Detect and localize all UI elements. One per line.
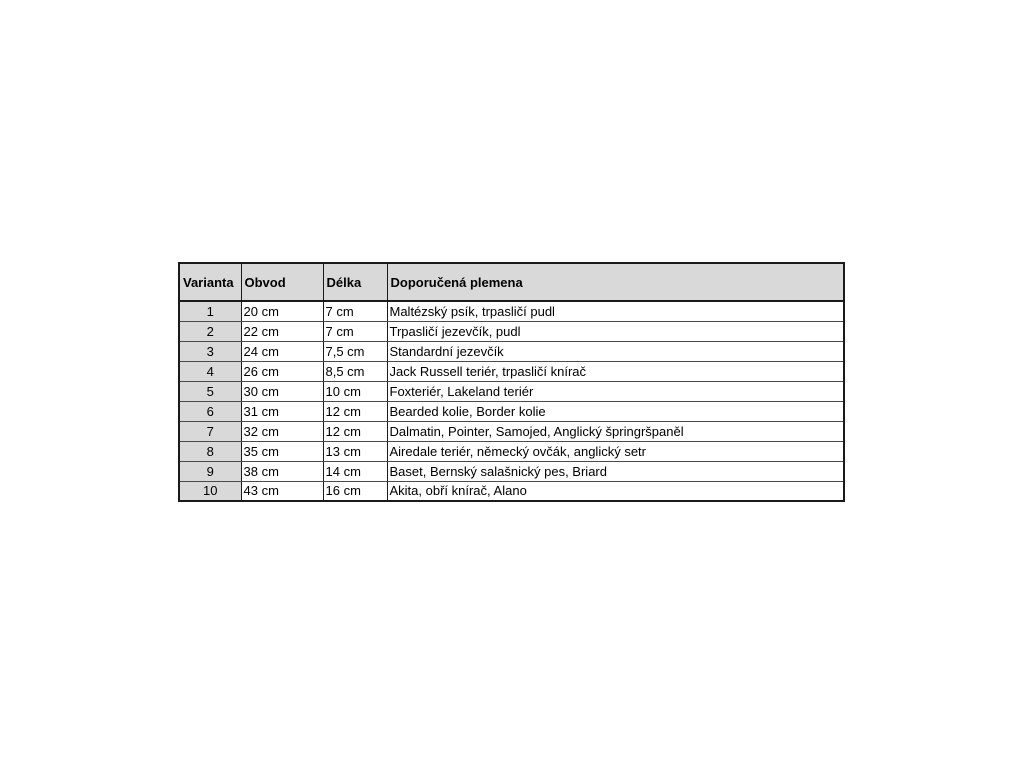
cell-delka: 14 cm — [323, 461, 387, 481]
cell-obvod: 24 cm — [241, 341, 323, 361]
cell-delka: 7 cm — [323, 321, 387, 341]
cell-variant: 10 — [179, 481, 241, 501]
cell-obvod: 31 cm — [241, 401, 323, 421]
table-row — [179, 401, 844, 421]
cell-variant: 1 — [179, 301, 241, 321]
cell-variant: 7 — [179, 421, 241, 441]
cell-variant: 9 — [179, 461, 241, 481]
header-obvod: Obvod — [241, 263, 323, 301]
cell-plemena: Baset, Bernský salašnický pes, Briard — [387, 461, 844, 481]
cell-obvod: 43 cm — [241, 481, 323, 501]
table-header — [179, 263, 844, 301]
cell-plemena: Bearded kolie, Border kolie — [387, 401, 844, 421]
table-row — [179, 341, 844, 361]
cell-delka: 10 cm — [323, 381, 387, 401]
cell-plemena: Dalmatin, Pointer, Samojed, Anglický špringršpaněl — [387, 421, 844, 441]
cell-plemena: Trpasličí jezevčík, pudl — [387, 321, 844, 341]
cell-obvod: 35 cm — [241, 441, 323, 461]
header-delka: Délka — [323, 263, 387, 301]
cell-variant: 4 — [179, 361, 241, 381]
cell-delka: 13 cm — [323, 441, 387, 461]
table-row — [179, 321, 844, 341]
cell-delka: 16 cm — [323, 481, 387, 501]
table-row — [179, 381, 844, 401]
cell-obvod: 20 cm — [241, 301, 323, 321]
cell-variant: 2 — [179, 321, 241, 341]
table-body — [179, 301, 844, 501]
table-row — [179, 461, 844, 481]
cell-variant: 3 — [179, 341, 241, 361]
cell-obvod: 30 cm — [241, 381, 323, 401]
cell-variant: 5 — [179, 381, 241, 401]
cell-plemena: Maltézský psík, trpasličí pudl — [387, 301, 844, 321]
cell-delka: 12 cm — [323, 401, 387, 421]
table-row — [179, 441, 844, 461]
table-row — [179, 361, 844, 381]
header-doporucena-plemena: Doporučená plemena — [387, 263, 844, 301]
table-row — [179, 421, 844, 441]
cell-delka: 12 cm — [323, 421, 387, 441]
cell-plemena: Standardní jezevčík — [387, 341, 844, 361]
cell-obvod: 38 cm — [241, 461, 323, 481]
cell-delka: 7,5 cm — [323, 341, 387, 361]
cell-obvod: 26 cm — [241, 361, 323, 381]
cell-obvod: 22 cm — [241, 321, 323, 341]
cell-plemena: Akita, obří knírač, Alano — [387, 481, 844, 501]
cell-obvod: 32 cm — [241, 421, 323, 441]
table-row — [179, 481, 844, 501]
cell-plemena: Foxteriér, Lakeland teriér — [387, 381, 844, 401]
cell-plemena: Airedale teriér, německý ovčák, anglický setr — [387, 441, 844, 461]
header-row — [179, 263, 844, 301]
header-varianta: Varianta — [179, 263, 241, 301]
table-row — [179, 301, 844, 321]
cell-variant: 6 — [179, 401, 241, 421]
cell-variant: 8 — [179, 441, 241, 461]
cell-plemena: Jack Russell teriér, trpasličí knírač — [387, 361, 844, 381]
cell-delka: 8,5 cm — [323, 361, 387, 381]
size-table — [178, 262, 845, 502]
cell-delka: 7 cm — [323, 301, 387, 321]
